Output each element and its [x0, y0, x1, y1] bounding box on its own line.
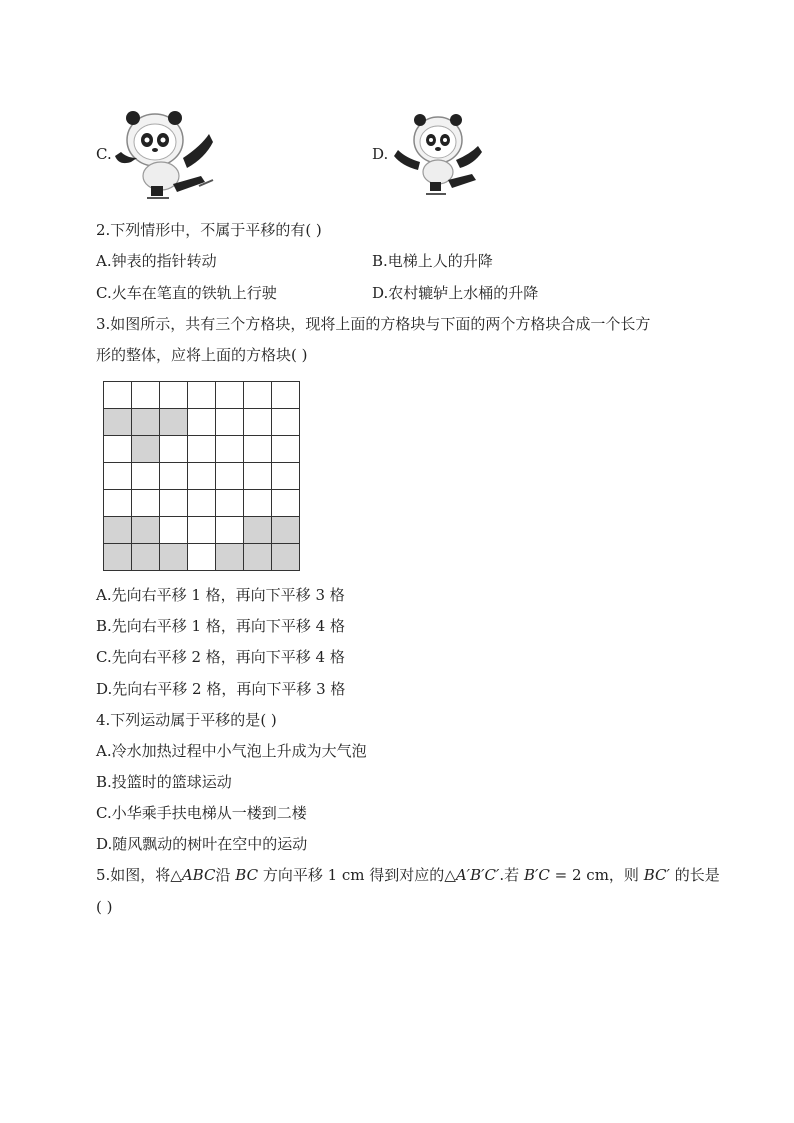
grid-cell — [271, 543, 300, 571]
grid-cell — [103, 408, 132, 436]
grid-cell — [103, 516, 132, 544]
q5-math-b1c: B′C — [523, 866, 550, 884]
panda-mascot-image-c — [113, 106, 223, 202]
grid-cell — [131, 435, 160, 463]
grid-cell — [159, 381, 188, 409]
grid-cell — [271, 489, 300, 517]
grid-cell — [159, 543, 188, 571]
question-3-stem-line1: 3.如图所示，共有三个方格块，现将上面的方格块与下面的两个方格块合成一个长方 — [96, 315, 651, 333]
grid-cell — [159, 489, 188, 517]
grid-cell — [103, 435, 132, 463]
question-4-option-a: A.冷水加热过程中小气泡上升成为大气泡 — [96, 742, 367, 760]
panda-mascot-image-d — [392, 108, 484, 200]
grid-cell — [187, 435, 216, 463]
q5-text-4: .若 — [499, 866, 520, 884]
grid-cell — [131, 462, 160, 490]
q5-text-2: 沿 — [215, 866, 231, 884]
question-2-option-c: C.火车在笔直的铁轨上行驶 — [96, 284, 277, 302]
grid-cell — [271, 462, 300, 490]
grid-cell — [159, 516, 188, 544]
question-3-option-d: D.先向右平移 2 格，再向下平移 3 格 — [96, 680, 346, 698]
grid-cell — [103, 381, 132, 409]
grid-cell — [243, 462, 272, 490]
grid-cell — [243, 435, 272, 463]
grid-cell — [131, 543, 160, 571]
grid-cell — [187, 408, 216, 436]
question-2-option-d: D.农村辘轳上水桶的升降 — [372, 284, 539, 302]
grid-cell — [215, 543, 244, 571]
grid-cell — [131, 408, 160, 436]
question-2-option-a: A.钟表的指针转动 — [96, 252, 217, 270]
question-2-option-b: B.电梯上人的升降 — [372, 252, 493, 270]
grid-cell — [271, 435, 300, 463]
question-4-option-b: B.投篮时的篮球运动 — [96, 773, 232, 791]
grid-cell — [131, 381, 160, 409]
grid-cell — [243, 381, 272, 409]
grid-cell — [103, 543, 132, 571]
question-4-option-d: D.随风飘动的树叶在空中的运动 — [96, 835, 308, 853]
grid-cell — [215, 381, 244, 409]
question-4-option-c: C.小华乘手扶电梯从一楼到二楼 — [96, 804, 307, 822]
option-d-label: D. — [372, 145, 389, 163]
question-4-stem: 4.下列运动属于平移的是( ) — [96, 711, 277, 729]
grid-cell — [243, 408, 272, 436]
grid-cell — [159, 435, 188, 463]
grid-cell — [215, 408, 244, 436]
question-3-stem-line2: 形的整体，应将上面的方格块( ) — [96, 346, 308, 364]
question-5-stem-line1 — [96, 865, 720, 885]
grid-cell — [243, 489, 272, 517]
q5-text-6: 的长是 — [674, 866, 720, 884]
question-3-option-c: C.先向右平移 2 格，再向下平移 4 格 — [96, 648, 345, 666]
q5-math-bc: BC — [235, 866, 259, 884]
grid-cell — [243, 543, 272, 571]
grid-cell — [159, 462, 188, 490]
grid-cell — [187, 381, 216, 409]
grid-cell — [187, 489, 216, 517]
grid-cell — [187, 516, 216, 544]
q5-math-triangle-a1b1c1: △A′B′C′ — [444, 866, 500, 884]
q5-math-bc1: BC′ — [643, 866, 670, 884]
option-c-label: C. — [96, 145, 112, 163]
q5-math-triangle-abc: △ABC — [170, 866, 216, 884]
q5-text-5: = 2 cm，则 — [554, 866, 639, 884]
grid-cell — [103, 462, 132, 490]
grid-cell — [215, 462, 244, 490]
grid-cell — [187, 462, 216, 490]
grid-cell — [215, 435, 244, 463]
grid-cell — [243, 516, 272, 544]
question-3-option-a: A.先向右平移 1 格，再向下平移 3 格 — [96, 586, 345, 604]
grid-cell — [215, 489, 244, 517]
grid-cell — [187, 543, 216, 571]
question-2-stem: 2.下列情形中，不属于平移的有( ) — [96, 221, 322, 239]
grid-cell — [271, 516, 300, 544]
question-5-stem-line2: ( ) — [96, 898, 113, 916]
grid-cell — [271, 408, 300, 436]
q5-text-1: 5.如图，将 — [96, 866, 171, 884]
q5-text-3: 方向平移 1 cm 得到对应的 — [262, 866, 445, 884]
grid-cell — [103, 489, 132, 517]
question-3-option-b: B.先向右平移 1 格，再向下平移 4 格 — [96, 617, 345, 635]
grid-cell — [215, 516, 244, 544]
grid-cell — [131, 516, 160, 544]
grid-cell — [131, 489, 160, 517]
grid-cell — [271, 381, 300, 409]
grid-cell — [159, 408, 188, 436]
